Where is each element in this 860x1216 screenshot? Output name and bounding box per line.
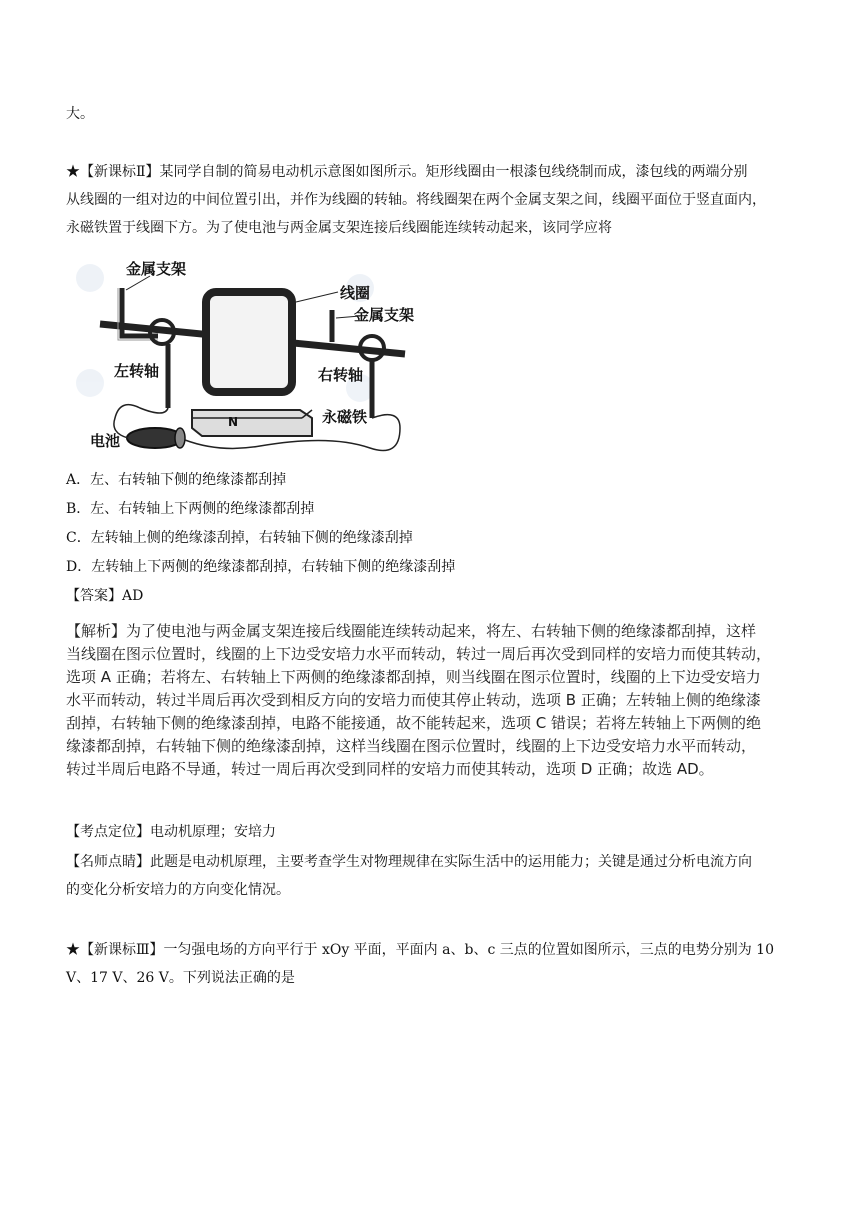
question-1-line-3: 永磁铁置于线圈下方。为了使电池与两金属支架连接后线圈能连续转动起来，该同学应将 xyxy=(66,220,612,236)
analysis-line: 当线圈在图示位置时，线圈的上下边受安培力水平而转动，转过一周后再次受到同样的安培力而使其转动， xyxy=(66,645,772,663)
analysis-line: 缘漆都刮掉，右转轴下侧的绝缘漆刮掉，这样当线圈在图示位置时，线圈的上下边受安培力水平而转动， xyxy=(66,737,757,755)
label-right-axle: 右转轴 xyxy=(318,366,364,384)
analysis-line: 【解析】为了使电池与两金属支架连接后线圈能连续转动起来，将左、右转轴下侧的绝缘漆都刮掉，这样 xyxy=(66,622,757,640)
label-metal-bracket-right: 金属支架 xyxy=(354,306,415,324)
option-c: C．左转轴上侧的绝缘漆刮掉，右转轴下侧的绝缘漆刮掉 xyxy=(66,530,413,546)
key-point: 【考点定位】电动机原理；安培力 xyxy=(66,824,276,840)
answer: 【答案】AD xyxy=(66,588,144,604)
previous-question-tail: 大。 xyxy=(66,106,94,122)
option-d: D．左转轴上下两侧的绝缘漆都刮掉，右转轴下侧的绝缘漆刮掉 xyxy=(66,559,456,575)
label-magnet: 永磁铁 xyxy=(322,408,368,426)
label-metal-bracket-left: 金属支架 xyxy=(126,260,187,278)
analysis-line: 转过半周后电路不导通，转过一周后再次受到同样的安培力而使其转动，选项 D 正确；故选 AD。 xyxy=(66,760,714,778)
question-1-line-2: 从线圈的一组对边的中间位置引出，并作为线圈的转轴。将线圈架在两个金属支架之间，线圈平面位于竖直面内， xyxy=(66,192,766,208)
motor-figure xyxy=(70,258,450,458)
question-2-line-2: V、17 V、26 V。下列说法正确的是 xyxy=(66,970,295,986)
permanent-magnet xyxy=(192,410,312,436)
question-2-line-1: ★【新课标Ⅲ】一匀强电场的方向平行于 xOy 平面，平面内 a、b、c 三点的位置如图所示，三点的电势分别为 10 xyxy=(66,942,774,958)
option-a: A．左、右转轴下侧的绝缘漆都刮掉 xyxy=(66,472,287,488)
question-1-intro: ★【新课标Ⅱ】某同学自制的简易电动机示意图如图所示。矩形线圈由一根漆包线绕制而成，漆包线的两端分别 xyxy=(66,164,748,180)
option-b: B．左、右转轴上下两侧的绝缘漆都刮掉 xyxy=(66,501,315,517)
label-coil: 线圈 xyxy=(340,284,371,302)
coil xyxy=(206,292,292,392)
analysis-line: 选项 A 正确；若将左、右转轴上下两侧的绝缘漆都刮掉，则当线圈在图示位置时，线圈的上下边受安培力 xyxy=(66,668,761,686)
teacher-comment-line-2: 的变化分析安培力的方向变化情况。 xyxy=(66,882,290,898)
analysis-line: 刮掉，右转轴下侧的绝缘漆刮掉，电路不能接通，故不能转起来，选项 C 错误；若将左转轴上下两侧的绝 xyxy=(66,714,762,732)
analysis-block xyxy=(66,620,806,781)
label-left-axle: 左转轴 xyxy=(114,362,160,380)
label-magnet-pole: N xyxy=(228,415,239,429)
analysis-line: 水平而转动，转过半周后再次受到相反方向的安培力而使其停止转动，选项 B 正确；左转轴上侧的绝缘漆 xyxy=(66,691,761,709)
teacher-comment-line-1: 【名师点睛】此题是电动机原理，主要考查学生对物理规律在实际生活中的运用能力；关键是通过分析电流方向 xyxy=(66,854,752,870)
label-battery: 电池 xyxy=(90,432,121,450)
